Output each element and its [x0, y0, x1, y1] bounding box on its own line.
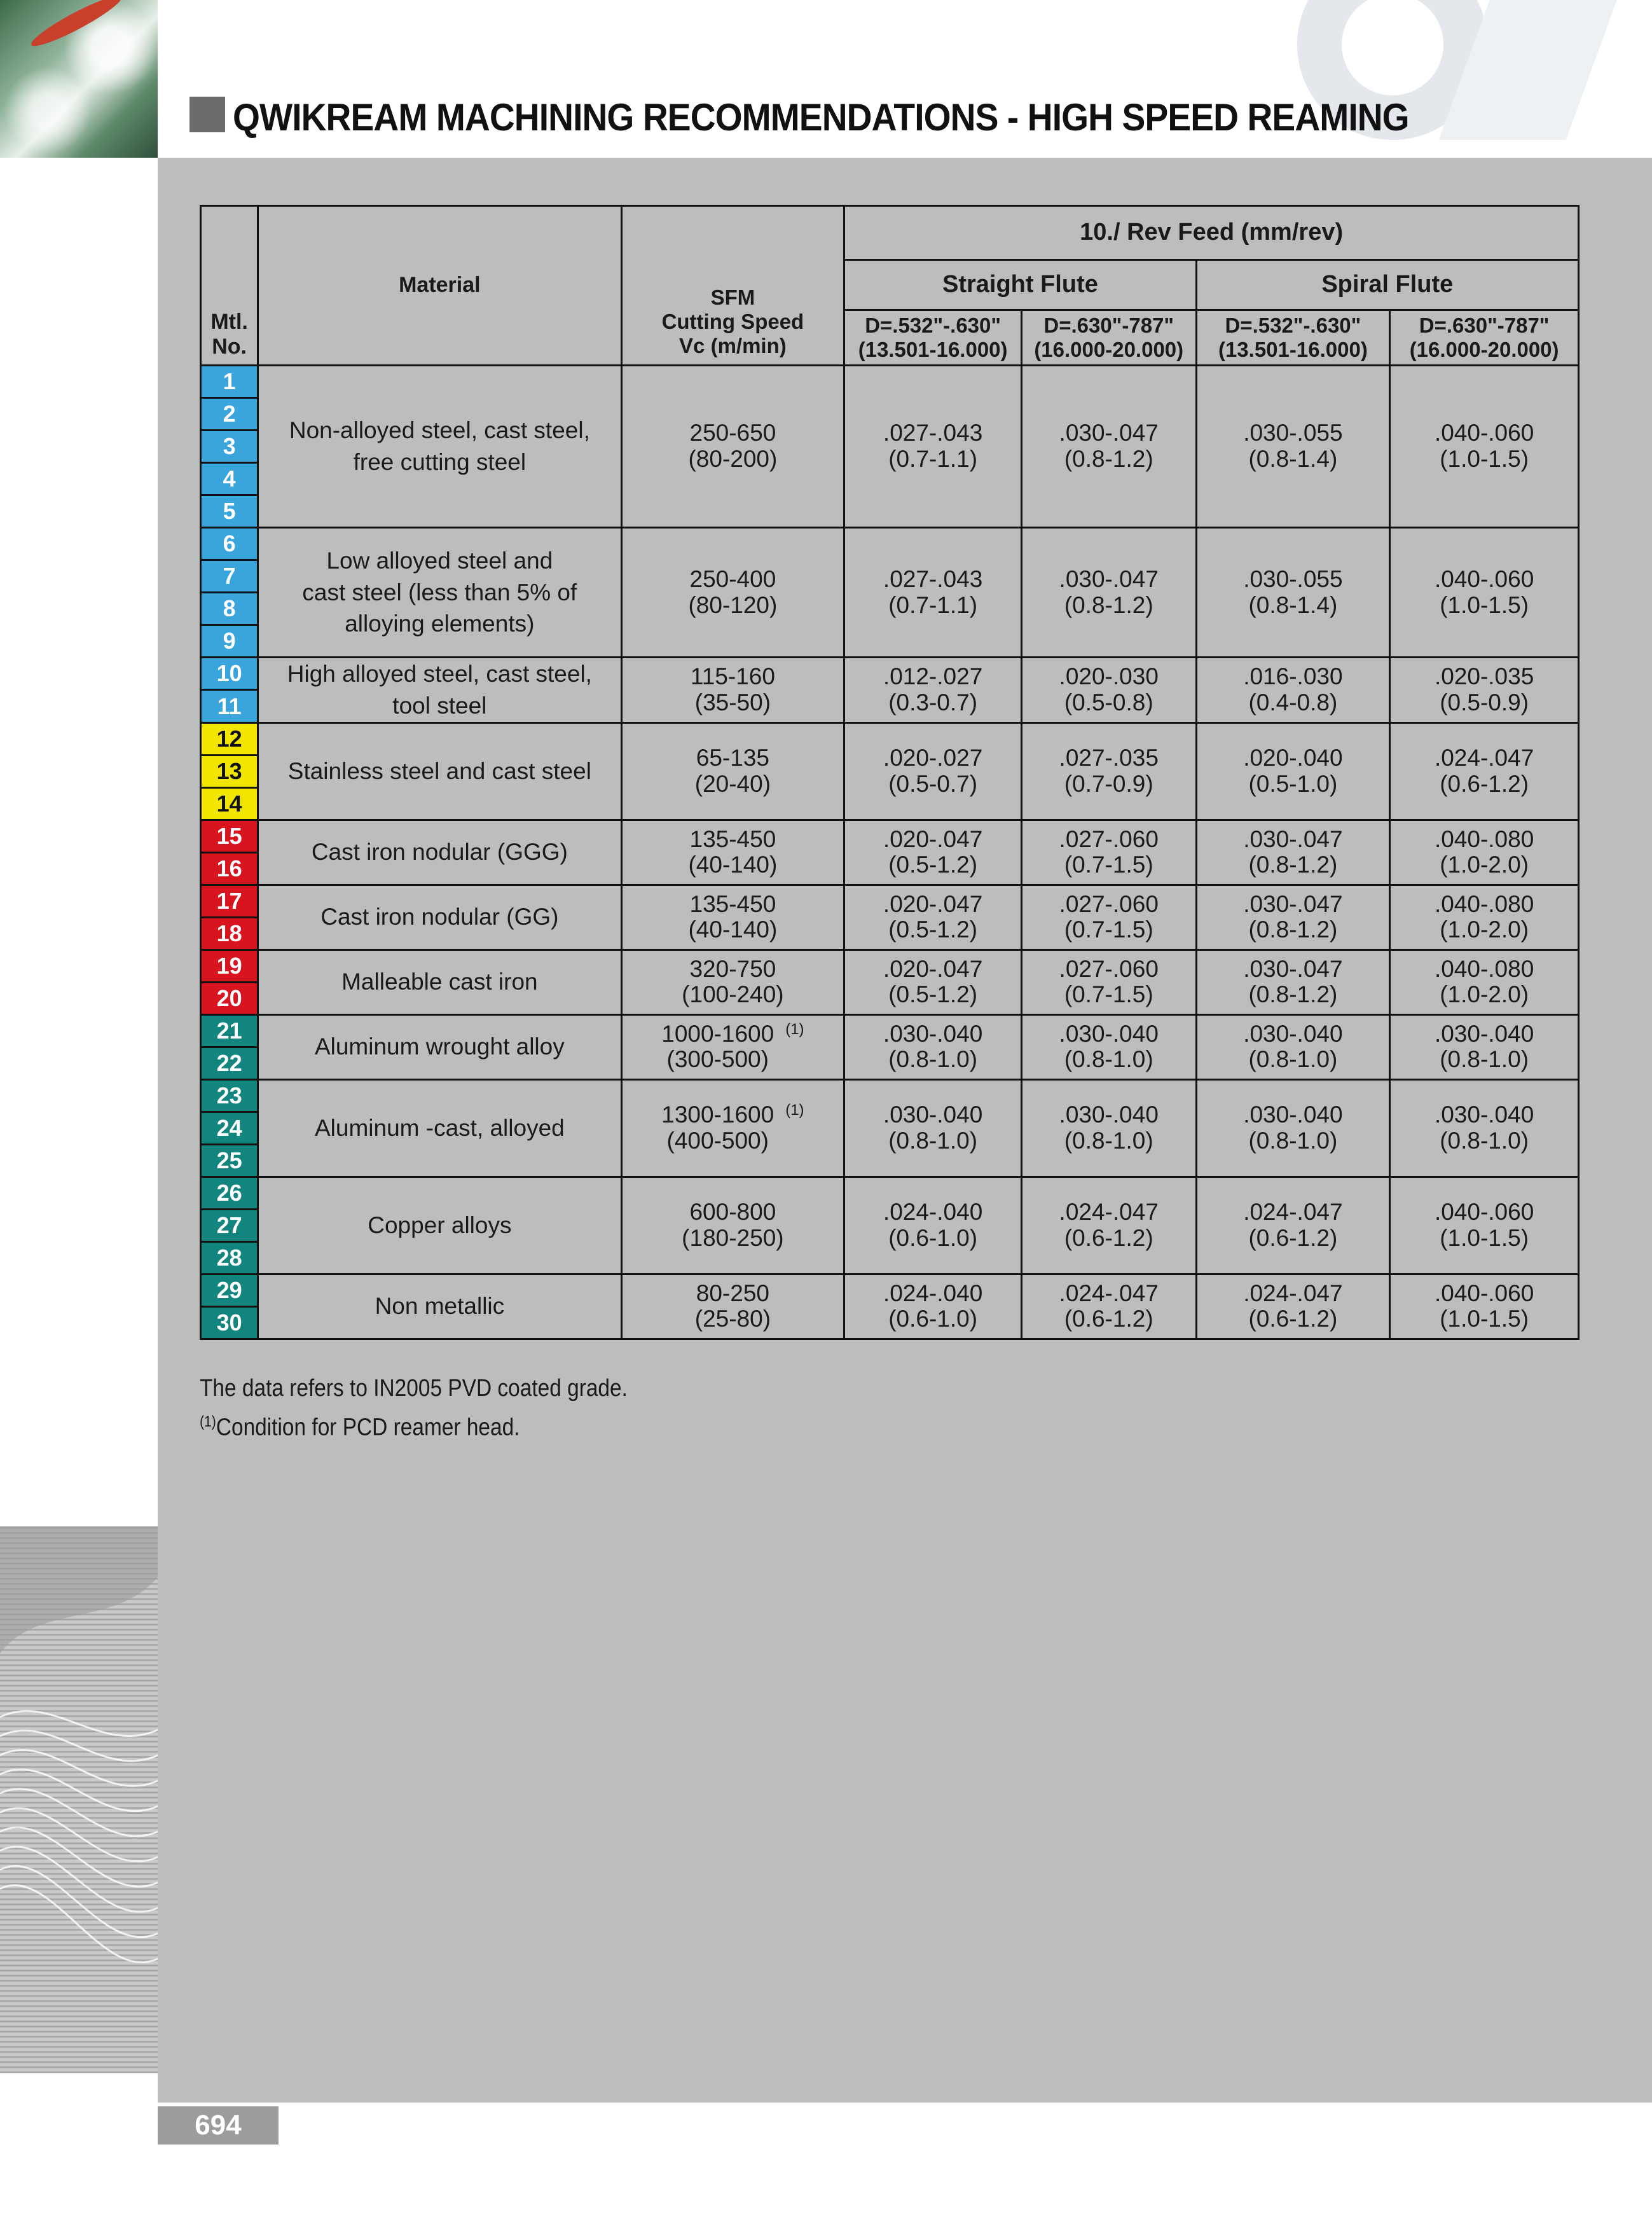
table-row [201, 528, 1579, 560]
table-row [201, 1079, 1579, 1112]
cutting-speed [621, 1274, 844, 1339]
page-title: QWIKREAM MACHINING RECOMMENDATIONS - HIGH SPEED REAMING [233, 96, 1409, 139]
material-number: 26 [201, 1177, 258, 1209]
material-number: 8 [201, 593, 258, 625]
material-number: 11 [201, 690, 258, 722]
feed-value-3: .024-.047 (0.6-1.2) [1196, 1274, 1390, 1339]
feed-value-2: .027-.060 (0.7-1.5) [1021, 820, 1196, 885]
cutting-speed [621, 1014, 844, 1079]
kayak-shape [27, 0, 125, 52]
material-number: 22 [201, 1047, 258, 1079]
feed-value-1: .027-.043 (0.7-1.1) [844, 366, 1022, 528]
footnote-reference: (1) [785, 1102, 804, 1119]
feed-value-3: .030-.047 (0.8-1.2) [1196, 820, 1390, 885]
table-row [201, 820, 1579, 852]
feed-value-1: .020-.047 (0.5-1.2) [844, 950, 1022, 1014]
material-name: High alloyed steel, cast steel, tool steel [258, 658, 621, 723]
feed-header: 10./ Rev Feed (mm/rev) [844, 206, 1579, 260]
diameter-header-2: D=.630"-787" (16.000-20.000) [1021, 310, 1196, 366]
material-number: 5 [201, 495, 258, 528]
material-number: 13 [201, 755, 258, 787]
material-number: 7 [201, 560, 258, 593]
diameter-header-3: D=.532"-.630" (13.501-16.000) [1196, 310, 1390, 366]
feed-value-3: .024-.047 (0.6-1.2) [1196, 1177, 1390, 1274]
material-number: 3 [201, 431, 258, 463]
table-row [201, 950, 1579, 982]
feed-value-1: .024-.040 (0.6-1.0) [844, 1274, 1022, 1339]
footnote [200, 1413, 520, 1442]
feed-value-1: .012-.027 (0.3-0.7) [844, 658, 1022, 723]
material-number: 12 [201, 722, 258, 755]
material-number: 21 [201, 1014, 258, 1047]
recommendations-table [200, 205, 1580, 1340]
material-number: 19 [201, 950, 258, 982]
feed-value-1: .020-.047 (0.5-1.2) [844, 885, 1022, 950]
feed-value-4: .040-.080 (1.0-2.0) [1390, 820, 1579, 885]
material-number: 14 [201, 787, 258, 820]
spiral-flute-header: Spiral Flute [1196, 260, 1578, 310]
material-number: 16 [201, 852, 258, 885]
cutting-speed [621, 950, 844, 1014]
material-number: 1 [201, 366, 258, 398]
feed-value-1: .020-.047 (0.5-1.2) [844, 820, 1022, 885]
cutting-speed-value: 135-450 (40-140) [688, 825, 778, 878]
feed-value-4: .040-.060 (1.0-1.5) [1390, 366, 1579, 528]
material-name: Aluminum wrought alloy [258, 1014, 621, 1079]
straight-flute-header: Straight Flute [844, 260, 1196, 310]
material-number: 18 [201, 917, 258, 950]
cutting-speed-value: 65-135 (20-40) [694, 745, 771, 797]
coating-note: The data refers to IN2005 PVD coated grade. [200, 1375, 628, 1402]
feed-value-4: .040-.060 (1.0-1.5) [1390, 1274, 1579, 1339]
sfm-header: SFM Cutting Speed Vc (m/min) [621, 206, 844, 366]
feed-value-2: .027-.060 (0.7-1.5) [1021, 885, 1196, 950]
material-name: Malleable cast iron [258, 950, 621, 1014]
cutting-speed [621, 1177, 844, 1274]
footnote-text: Condition for PCD reamer head. [216, 1414, 520, 1441]
feed-value-1: .027-.043 (0.7-1.1) [844, 528, 1022, 658]
feed-value-2: .024-.047 (0.6-1.2) [1021, 1274, 1196, 1339]
cutting-speed-value: 600-800 (180-250) [682, 1199, 784, 1251]
feed-value-3: .020-.040 (0.5-1.0) [1196, 722, 1390, 820]
diameter-header-1: D=.532"-.630" (13.501-16.000) [844, 310, 1022, 366]
feed-value-4: .024-.047 (0.6-1.2) [1390, 722, 1579, 820]
material-name: Non metallic [258, 1274, 621, 1339]
feed-value-3: .030-.040 (0.8-1.0) [1196, 1079, 1390, 1177]
footnote-reference: (1) [785, 1020, 804, 1038]
header-photo [0, 0, 158, 158]
table-row [201, 658, 1579, 690]
material-number: 9 [201, 625, 258, 658]
feed-value-2: .030-.040 (0.8-1.0) [1021, 1079, 1196, 1177]
feed-value-1: .030-.040 (0.8-1.0) [844, 1014, 1022, 1079]
table-row [201, 722, 1579, 755]
material-number: 15 [201, 820, 258, 852]
feed-value-2: .030-.047 (0.8-1.2) [1021, 528, 1196, 658]
material-number: 2 [201, 398, 258, 431]
cutting-speed-value: 115-160 (35-50) [690, 663, 775, 715]
mtl-no-header: Mtl. No. [201, 206, 258, 366]
material-name: Aluminum -cast, alloyed [258, 1079, 621, 1177]
material-number: 10 [201, 658, 258, 690]
material-number: 4 [201, 463, 258, 495]
feed-value-2: .027-.035 (0.7-0.9) [1021, 722, 1196, 820]
feed-value-4: .030-.040 (0.8-1.0) [1390, 1014, 1579, 1079]
feed-value-1: .030-.040 (0.8-1.0) [844, 1079, 1022, 1177]
feed-value-2: .030-.040 (0.8-1.0) [1021, 1014, 1196, 1079]
feed-value-3: .030-.055 (0.8-1.4) [1196, 528, 1390, 658]
cutting-speed-value: 1300-1600 (400-500) [661, 1102, 774, 1154]
material-number: 17 [201, 885, 258, 917]
table-row [201, 1274, 1579, 1306]
cutting-speed [621, 658, 844, 723]
material-name: Non-alloyed steel, cast steel, free cutting steel [258, 366, 621, 528]
material-name: Copper alloys [258, 1177, 621, 1274]
feed-value-3: .030-.047 (0.8-1.2) [1196, 885, 1390, 950]
cutting-speed [621, 366, 844, 528]
material-name: Stainless steel and cast steel [258, 722, 621, 820]
diameter-header-4: D=.630"-787" (16.000-20.000) [1390, 310, 1579, 366]
page-number: 694 [158, 2106, 279, 2145]
material-number: 28 [201, 1241, 258, 1274]
cutting-speed-value: 135-450 (40-140) [688, 890, 778, 943]
cutting-speed-value: 250-650 (80-200) [688, 420, 778, 472]
title-marker [189, 97, 225, 132]
feed-value-4: .040-.080 (1.0-2.0) [1390, 885, 1579, 950]
feed-value-4: .040-.080 (1.0-2.0) [1390, 950, 1579, 1014]
material-number: 27 [201, 1209, 258, 1241]
cutting-speed-value: 250-400 (80-120) [688, 565, 778, 618]
feed-value-3: .030-.047 (0.8-1.2) [1196, 950, 1390, 1014]
cutting-speed [621, 1079, 844, 1177]
material-number: 24 [201, 1112, 258, 1144]
material-number: 20 [201, 982, 258, 1014]
cutting-speed [621, 885, 844, 950]
cutting-speed-value: 320-750 (100-240) [682, 955, 784, 1008]
material-number: 6 [201, 528, 258, 560]
decorative-waves [0, 1526, 158, 2073]
material-number: 25 [201, 1144, 258, 1177]
table-row [201, 885, 1579, 917]
material-number: 30 [201, 1306, 258, 1339]
material-name: Cast iron nodular (GGG) [258, 820, 621, 885]
cutting-speed [621, 820, 844, 885]
material-name: Low alloyed steel and cast steel (less than 5% of alloying elements) [258, 528, 621, 658]
feed-value-4: .040-.060 (1.0-1.5) [1390, 1177, 1579, 1274]
feed-value-4: .020-.035 (0.5-0.9) [1390, 658, 1579, 723]
feed-value-4: .040-.060 (1.0-1.5) [1390, 528, 1579, 658]
material-number: 23 [201, 1079, 258, 1112]
material-name: Cast iron nodular (GG) [258, 885, 621, 950]
cutting-speed-value: 80-250 (25-80) [694, 1280, 771, 1332]
cutting-speed [621, 528, 844, 658]
footnote-mark: (1) [200, 1413, 216, 1430]
feed-value-1: .020-.027 (0.5-0.7) [844, 722, 1022, 820]
cutting-speed [621, 722, 844, 820]
table-row [201, 1014, 1579, 1047]
cutting-speed-value: 1000-1600 (300-500) [661, 1020, 774, 1073]
material-header: Material [258, 206, 621, 366]
feed-value-2: .024-.047 (0.6-1.2) [1021, 1177, 1196, 1274]
table-row [201, 366, 1579, 398]
feed-value-3: .016-.030 (0.4-0.8) [1196, 658, 1390, 723]
table-body [201, 366, 1579, 1339]
feed-value-4: .030-.040 (0.8-1.0) [1390, 1079, 1579, 1177]
feed-value-3: .030-.040 (0.8-1.0) [1196, 1014, 1390, 1079]
feed-value-3: .030-.055 (0.8-1.4) [1196, 366, 1390, 528]
feed-value-2: .027-.060 (0.7-1.5) [1021, 950, 1196, 1014]
feed-value-1: .024-.040 (0.6-1.0) [844, 1177, 1022, 1274]
table-row [201, 1177, 1579, 1209]
material-number: 29 [201, 1274, 258, 1306]
feed-value-2: .020-.030 (0.5-0.8) [1021, 658, 1196, 723]
feed-value-2: .030-.047 (0.8-1.2) [1021, 366, 1196, 528]
